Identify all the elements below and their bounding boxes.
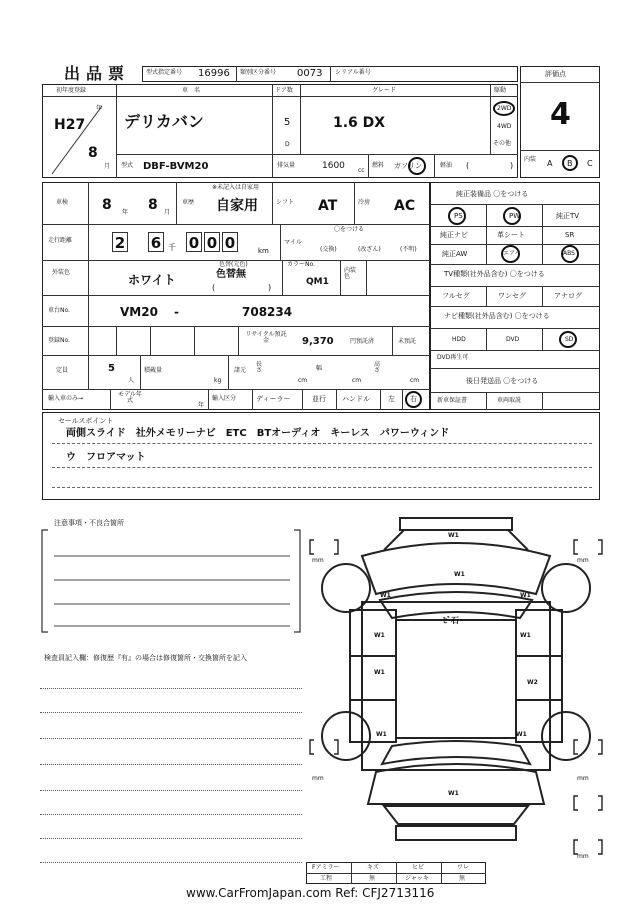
legend-v2: 無 (369, 875, 376, 882)
mark-right-quarter: W1 (516, 731, 527, 738)
caution-bracket (40, 528, 302, 636)
interior-a: A (547, 159, 553, 168)
ac-label: 冷房 (358, 199, 371, 206)
dvd-player: DVD再生可 (437, 354, 469, 361)
meter-opt2: (改ざん) (358, 246, 381, 253)
import-type-label: 輸入区分 (212, 395, 237, 402)
eq-abs: ABS (563, 250, 575, 257)
usage-value: 自家用 (216, 198, 258, 214)
load-unit: kg (214, 377, 222, 384)
fuel-gasoline: ガソリン (394, 162, 422, 170)
color-no-value: QM1 (306, 277, 329, 287)
mileage-digit: 0 (186, 232, 202, 252)
color-change-value: 色替無 (216, 269, 246, 280)
after-warranty: 新車保証書 (437, 397, 468, 404)
interior-b-circle (562, 155, 578, 171)
eq-tv: 純正TV (556, 212, 580, 220)
load-label: 積載量 (144, 367, 163, 374)
mark-left-quarter: W1 (376, 731, 387, 738)
mileage-digit: 2 (112, 232, 128, 252)
details-box (42, 182, 430, 410)
score-value: 4 (550, 97, 571, 132)
interior-c: C (587, 159, 593, 168)
recycle-label: リサイクル預託金 (245, 331, 287, 344)
color-value: ホワイト (128, 273, 176, 287)
legend-h3: ヒビ (412, 864, 425, 871)
inspection-year: 8 (102, 197, 112, 213)
disp-label: 排気量 (277, 162, 296, 169)
navi-sd-circle (559, 331, 577, 348)
dims-label: 諸元 (234, 367, 247, 374)
interior-b: B (567, 159, 573, 168)
mark-hood: W1 (454, 571, 465, 578)
usage-label: 車歴 (182, 199, 195, 206)
import-label: 輸入車のみ→ (48, 395, 84, 402)
tv-title: TV種類(社外品含む) 〇をつける (444, 270, 545, 278)
chassis-number: 708234 (242, 305, 293, 319)
mark-left-rear-door: W1 (374, 669, 385, 676)
mm-rear-right: mm (577, 775, 589, 782)
mark-left-fender: W1 (380, 592, 391, 599)
caution-label: 注意事項・不良合箇所 (54, 519, 124, 527)
grade-value: 1.6 DX (333, 115, 386, 131)
windscreen-chip: ﾋﾞ石 (443, 616, 459, 625)
drive-2wd-circle (493, 101, 515, 116)
length-cm: cm (298, 377, 308, 384)
meter-note: 〇をつける (334, 226, 365, 233)
mileage-digit: 0 (204, 232, 220, 252)
capacity-unit: 人 (128, 377, 135, 384)
navi-hdd: HDD (452, 336, 466, 343)
eq-ps-circle (448, 207, 466, 225)
eq-abs-circle (561, 245, 579, 263)
grade-label: グレード (372, 87, 397, 94)
sales-line-1: 両側スライド 社外メモリーナビ ETC BTオーディオ キーレス パワーウィンド (66, 428, 450, 439)
mark-left-front-door: W1 (374, 632, 385, 639)
mark-rear-bumper: W1 (448, 790, 459, 797)
inspector-label: 検査員記入欄：修復歴『有』の場合は修復箇所・交換箇所を記入 (44, 654, 247, 662)
mark-right-fender: W1 (520, 592, 531, 599)
drive-2wd: 2WD (497, 105, 512, 112)
footer-watermark: www.CarFromJapan.com Ref: CFJ2713116 (186, 886, 435, 900)
reg-month: 8 (88, 145, 98, 161)
doors-unit: D (285, 141, 290, 148)
model-year-unit: 年 (198, 402, 205, 409)
legend-h1: Fアミラー (312, 864, 340, 871)
after-title: 後日発送品 〇をつける (466, 377, 539, 385)
fuel-circle (408, 157, 426, 175)
legend-v4: 無 (459, 875, 466, 882)
color-label: 外装色 (52, 269, 71, 276)
mark-front-bumper: W1 (448, 532, 459, 539)
capacity-value: 5 (108, 363, 115, 374)
eq-seat: 革シート (497, 231, 525, 239)
handle-right: 右 (410, 395, 417, 403)
eq-pw: PW (509, 212, 521, 220)
ac-value: AC (394, 198, 416, 214)
doors-label: ドア数 (275, 87, 293, 94)
reg-no-label: 登録No. (48, 337, 70, 344)
capacity-label: 定員 (56, 367, 69, 374)
chassis-label: 車台No. (48, 307, 70, 314)
first-reg-label: 初年度登録 (56, 87, 87, 94)
inspection-month: 8 (148, 197, 158, 213)
meter-label: マイル (284, 239, 302, 246)
car-name: デリカバン (124, 112, 204, 131)
int-color-label: 内装色 (344, 267, 357, 280)
inspection-month-unit: 月 (164, 209, 171, 216)
legend-v1: 工程 (320, 875, 333, 882)
eq-pw-circle (503, 207, 521, 225)
mm-rear-left: mm (312, 775, 324, 782)
navi-dvd: DVD (506, 336, 520, 343)
disp-value: 1600 (322, 161, 345, 171)
mm-front-right: mm (577, 557, 589, 564)
recycle-unit: 円預託済 (350, 338, 375, 345)
doors-value: 5 (284, 117, 291, 128)
meter-opt1: (交換) (320, 246, 337, 253)
meter-opt3: (不明) (400, 246, 417, 253)
name-label: 車 名 (182, 87, 201, 94)
legend-v3: ジャッキ (405, 875, 429, 882)
height-cm: cm (410, 377, 420, 384)
eq-airbag: エアバ (503, 250, 521, 257)
drive-4wd: 4WD (497, 123, 512, 130)
model-label: 型式 (121, 162, 134, 169)
reg-month-unit: 月 (104, 163, 111, 170)
mileage-label: 走行距離 (48, 237, 73, 244)
fuel-label: 燃料 (372, 162, 385, 169)
mark-right-rear-door: W2 (527, 679, 538, 686)
shift-label: シフト (276, 199, 295, 206)
interior-label: 内装 (524, 156, 537, 163)
mileage-thousand: 千 (168, 243, 176, 252)
car-damage-diagram (300, 510, 620, 870)
legend-h2: キズ (367, 864, 379, 871)
drive-label: 駆動 (494, 87, 507, 94)
kata-value: 16996 (198, 68, 230, 79)
eq-sr: SR (565, 231, 575, 239)
handle-right-circle (405, 391, 422, 408)
mileage-unit: km (258, 247, 269, 255)
reg-year: H27 (54, 117, 86, 133)
color-no-label: カラーNo. (287, 261, 315, 268)
mm-spare: mm (577, 853, 589, 860)
inspection-label: 車検 (56, 199, 69, 206)
height-label: 高さ (374, 361, 381, 374)
model-value: DBF-BVM20 (143, 161, 209, 172)
reg-year-unit: 年 (96, 105, 103, 112)
chassis-prefix: VM20 (120, 305, 158, 319)
eq-airbag-circle (501, 245, 520, 263)
legend-h4: ワレ (457, 864, 470, 871)
length-label: 長さ (256, 361, 263, 374)
score-label: 評価点 (545, 70, 566, 78)
serial-label: シリアル番号 (335, 69, 371, 76)
mileage-digit: 6 (148, 232, 164, 252)
color-change-label: 色替(元色) (219, 261, 248, 268)
ruibetsu-value: 0073 (297, 68, 323, 79)
tv-oneseg: ワンセグ (498, 292, 526, 300)
shift-value: AT (318, 198, 338, 214)
sales-line-2: ウ フロアマット (66, 452, 146, 463)
recycle-status: 未預託 (398, 338, 417, 345)
mark-right-front-door: W1 (520, 632, 531, 639)
diesel-label: 軽油 (440, 162, 453, 169)
mileage-digit: 0 (222, 232, 238, 252)
sheet-title: 出品票 (64, 64, 131, 83)
disp-unit: cc (358, 167, 365, 174)
dealer-option: ディーラー (256, 395, 291, 403)
width-label: 幅 (316, 365, 323, 372)
eq-aw: 純正AW (442, 250, 468, 258)
width-cm: cm (352, 377, 362, 384)
handle-label: ハンドル (342, 395, 370, 403)
recycle-value: 9,370 (302, 336, 334, 347)
inspection-year-unit: 年 (122, 209, 129, 216)
genuine-title: 純正装備品 〇をつける (456, 190, 529, 198)
drive-other: その他 (493, 140, 512, 147)
parallel-option: 並行 (312, 395, 326, 403)
mm-front-left: mm (312, 557, 324, 564)
chassis-dash: - (174, 305, 179, 319)
model-year-label: モデル年式 (118, 391, 142, 404)
tv-fullseg: フルセグ (442, 292, 470, 300)
eq-navi: 純正ナビ (440, 231, 468, 239)
after-manual: 車両取説 (497, 397, 522, 404)
kata-label: 型式指定番号 (146, 69, 183, 76)
navi-sd: SD (565, 336, 574, 343)
sales-label: セールスポイント (58, 417, 114, 425)
tv-analog: アナログ (554, 292, 582, 300)
ruibetsu-label: 類別区分番号 (240, 69, 277, 76)
handle-left: 左 (388, 395, 395, 403)
navi-title: ナビ種類(社外品含む) 〇をつける (444, 312, 550, 320)
usage-note: ※未記入は自家用 (212, 184, 260, 191)
eq-ps: PS (454, 212, 463, 220)
